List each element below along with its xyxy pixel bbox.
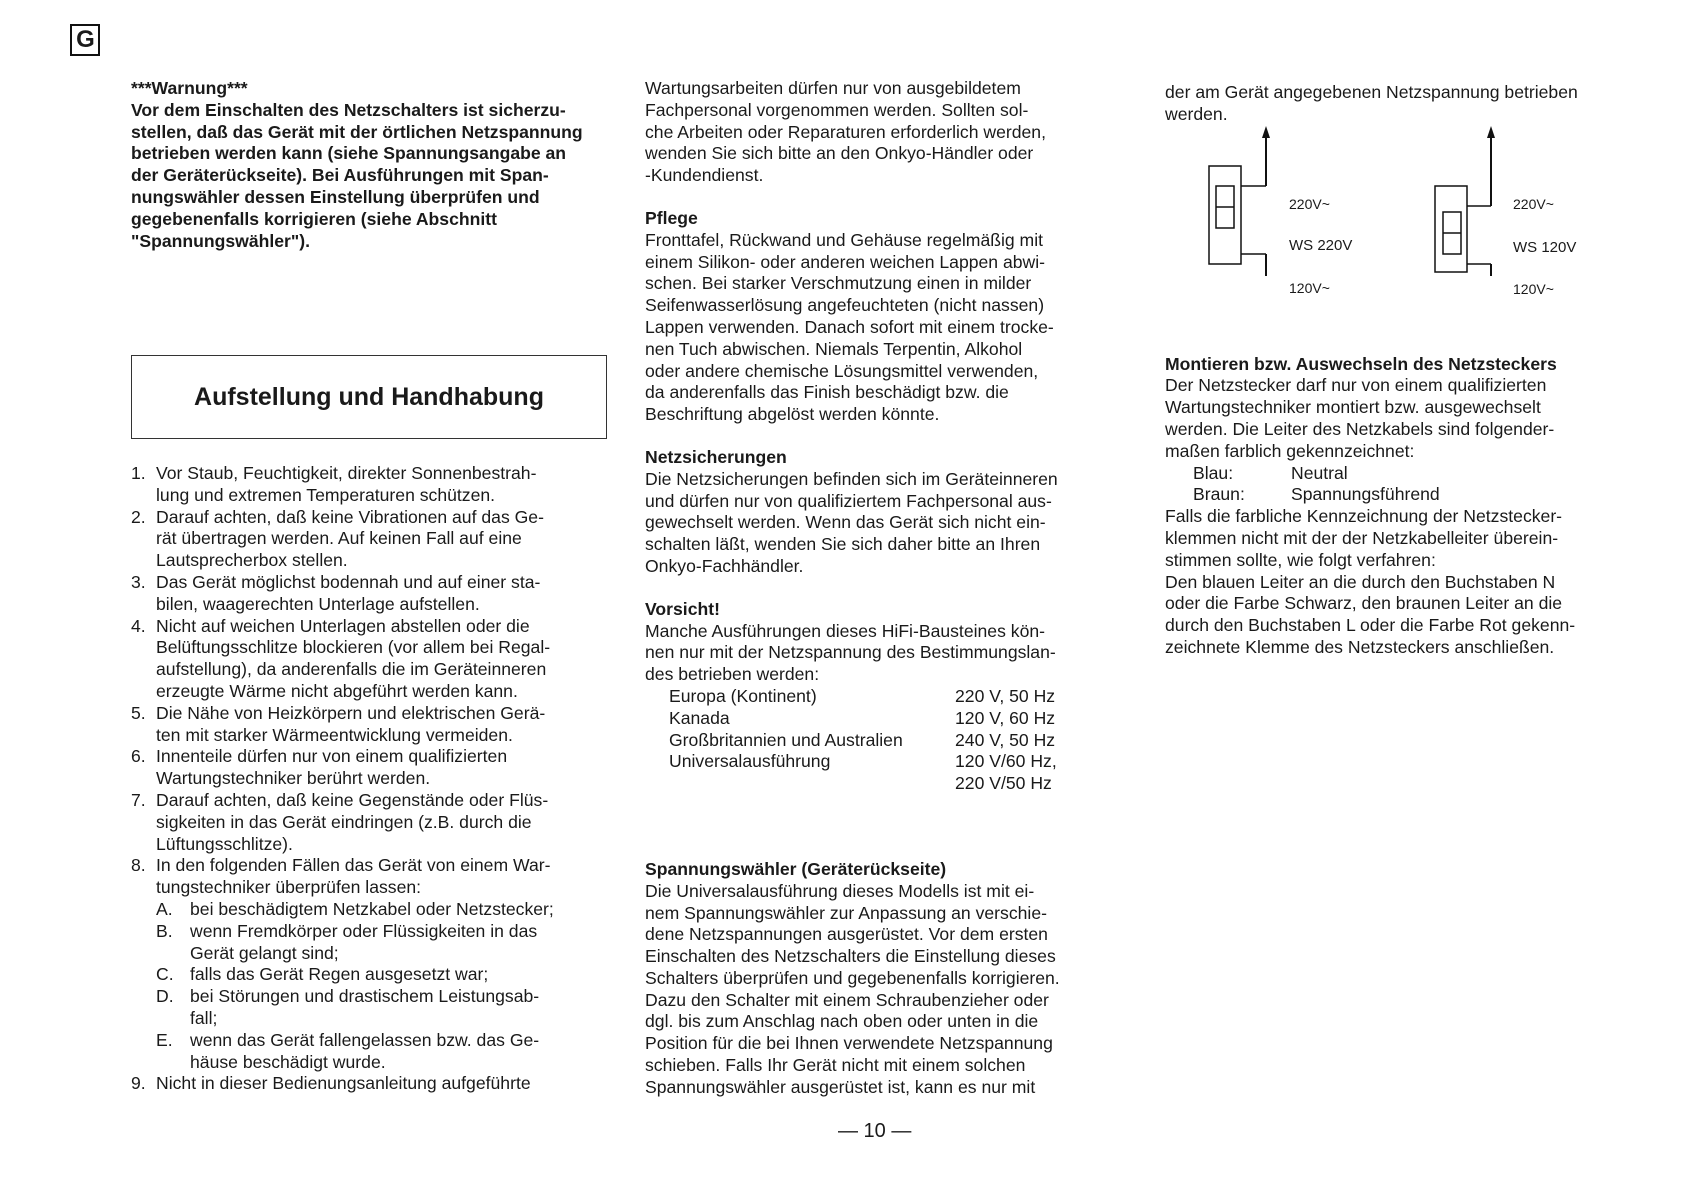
text-line: Einschalten des Netzschalters die Einstellung dieses xyxy=(645,946,1056,967)
cable-color-row xyxy=(1165,463,1645,485)
text-line: -Kundendienst. xyxy=(645,165,764,186)
left-switch-bottom-label: 120V~ xyxy=(1289,279,1330,296)
warning-line: Vor dem Einschalten des Netzschalters ist sicherzu- xyxy=(131,99,566,120)
text-line: Wartungsarbeiten dürfen nur von ausgebildetem xyxy=(645,78,1021,98)
text-line: Vor Staub, Feuchtigkeit, direkter Sonnenbestrah- xyxy=(156,463,537,483)
voltage-row xyxy=(669,708,1057,730)
text-line: Gerät gelangt sind; xyxy=(190,942,339,963)
text-line: erzeugte Wärme nicht abgeführt werden kann. xyxy=(156,680,518,701)
list-item-text xyxy=(156,746,611,790)
text-line: Beschriftung abgelöst werden könnte. xyxy=(645,404,940,425)
text-line: nem Spannungswähler zur Anpassung an verschie- xyxy=(645,902,1047,923)
warning-line: betrieben werden kann (siehe Spannungsangabe an xyxy=(131,143,567,164)
text-line: nen nur mit der Netzspannung des Bestimmungslan- xyxy=(645,642,1056,663)
warning-line: der Geräterückseite). Bei Ausführungen mit Span- xyxy=(131,165,549,186)
list-item xyxy=(131,790,611,855)
text-line: Wartungstechniker montiert bzw. ausgewechselt xyxy=(1165,397,1541,418)
voltage-row xyxy=(669,730,1057,752)
text-line: wenn Fremdkörper oder Flüssigkeiten in das xyxy=(190,920,538,941)
warning-line: stellen, daß das Gerät mit der örtlichen Netzspannung xyxy=(131,121,583,142)
text-line: ten mit starker Wärmeentwicklung vermeiden. xyxy=(156,724,513,745)
list-item xyxy=(131,855,611,1073)
text-line: aufstellung), da anderenfalls die im Geräteinneren xyxy=(156,659,547,680)
text-line: werden. xyxy=(1165,103,1228,124)
voltage-selector-heading: Spannungswähler (Geräterückseite) xyxy=(645,858,947,879)
text-line: Fronttafel, Rückwand und Gehäuse regelmäßig mit xyxy=(645,229,1044,250)
list-item-number: 2. xyxy=(131,506,146,527)
sub-list-item xyxy=(156,964,611,986)
sub-list-item xyxy=(156,899,611,921)
sub-list-item xyxy=(156,921,611,965)
list-item-number: 6. xyxy=(131,746,146,767)
list-item-text xyxy=(156,703,611,747)
sub-item-text xyxy=(190,986,539,1030)
text-line: bei beschädigtem Netzkabel oder Netzstecker; xyxy=(190,898,554,919)
list-item-number: 8. xyxy=(131,855,146,876)
sub-item-letter: D. xyxy=(156,986,174,1007)
text-line: Der Netzstecker darf nur von einem qualifizierten xyxy=(1165,375,1547,396)
cable-color-list xyxy=(1165,463,1645,507)
voltage-value: 220 V/50 Hz xyxy=(955,773,1052,794)
voltage-note xyxy=(1165,82,1645,126)
cable-color-row xyxy=(1165,484,1645,506)
text-line: schalten läßt, wenden Sie sich daher bitte an Ihren xyxy=(645,534,1041,555)
text-line: einem Silikon- oder anderen weichen Lappen abwi- xyxy=(645,251,1046,272)
cable-color: Braun: xyxy=(1193,484,1245,505)
voltage-country: Universalausführung xyxy=(669,751,831,772)
text-line: da anderenfalls das Finish beschädigt bzw. die xyxy=(645,382,1009,403)
voltage-row xyxy=(669,773,1057,795)
sub-list-item xyxy=(156,1030,611,1074)
text-line: Die Universalausführung dieses Modells ist mit ei- xyxy=(645,880,1035,901)
text-line: gewechselt werden. Wenn das Gerät sich nicht ein- xyxy=(645,512,1046,533)
text-line: des betrieben werden: xyxy=(645,664,820,685)
text-line: nen Tuch abwischen. Niemals Terpentin, Alkohol xyxy=(645,338,1023,359)
list-item-text xyxy=(156,855,611,1073)
list-item-number: 3. xyxy=(131,571,146,592)
list-item-text xyxy=(156,507,611,572)
text-line: durch den Buchstaben L oder die Farbe Rot gekenn- xyxy=(1165,615,1576,636)
sub-item-letter: E. xyxy=(156,1029,173,1050)
text-line: fall; xyxy=(190,1007,218,1028)
column-right xyxy=(1165,82,1645,659)
text-line: Lautsprecherbox stellen. xyxy=(156,550,348,571)
left-switch-mid-label: WS 220V xyxy=(1289,236,1353,254)
cable-function: Spannungsführend xyxy=(1291,484,1440,505)
text-line: Dazu den Schalter mit einem Schraubenzieher oder xyxy=(645,989,1049,1010)
sub-item-letter: C. xyxy=(156,964,174,985)
text-line: Das Gerät möglichst bodennah und auf einer sta- xyxy=(156,571,541,592)
list-item-number: 7. xyxy=(131,789,146,810)
text-line: falls das Gerät Regen ausgesetzt war; xyxy=(190,964,489,985)
plug-text xyxy=(1165,375,1645,462)
voltage-country xyxy=(669,773,955,795)
section-heading: Aufstellung und Handhabung xyxy=(194,382,544,411)
text-line: Onkyo-Fachhändler. xyxy=(645,555,804,576)
text-line: Manche Ausführungen dieses HiFi-Bausteines kön- xyxy=(645,620,1045,641)
text-line: Seifenwasserlösung angefeuchteten (nicht nassen) xyxy=(645,295,1045,316)
voltage-table xyxy=(669,686,1057,795)
caution-text xyxy=(645,621,1125,686)
left-switch-top-label: 220V~ xyxy=(1289,195,1330,212)
text-line: werden. Die Leiter des Netzkabels sind folgender- xyxy=(1165,418,1555,439)
list-item xyxy=(131,1073,611,1095)
right-switch-mid-label: WS 120V xyxy=(1513,238,1577,256)
handling-instructions-list xyxy=(131,463,611,1095)
voltage-row xyxy=(669,686,1057,708)
sub-list-item xyxy=(156,986,611,1030)
text-line: Falls die farbliche Kennzeichnung der Netzstecker- xyxy=(1165,506,1563,527)
list-item-text xyxy=(156,616,611,703)
text-line: wenden Sie sich bitte an den Onkyo-Händler oder xyxy=(645,143,1034,164)
text-line: Position für die bei Ihnen verwendete Netzspannung xyxy=(645,1033,1053,1054)
text-line: Wartungstechniker berührt werden. xyxy=(156,768,431,789)
list-item xyxy=(131,507,611,572)
list-item xyxy=(131,746,611,790)
fuse-text xyxy=(645,469,1125,578)
text-line: lung und extremen Temperaturen schützen. xyxy=(156,484,496,505)
text-line: tungstechniker überprüfen lassen: xyxy=(156,877,422,898)
right-switch-top-label: 220V~ xyxy=(1513,195,1554,212)
cable-color: Blau: xyxy=(1193,462,1234,483)
sub-item-text xyxy=(190,899,554,921)
voltage-value: 220 V, 50 Hz xyxy=(955,685,1056,706)
care-text xyxy=(645,230,1125,426)
text-line: zeichnete Klemme des Netzsteckers anschließen. xyxy=(1165,636,1555,657)
text-line: und dürfen nur von qualifiziertem Fachpersonal aus- xyxy=(645,490,1052,511)
warning-line: gegebenenfalls korrigieren (siehe Abschnitt xyxy=(131,208,497,229)
text-line: dgl. bis zum Anschlag nach oben oder unten in die xyxy=(645,1011,1039,1032)
list-item xyxy=(131,703,611,747)
voltage-country: Großbritannien und Australien xyxy=(669,729,903,750)
list-item-number: 1. xyxy=(131,463,146,483)
list-item-number: 5. xyxy=(131,702,146,723)
page-section-badge: G xyxy=(70,24,100,56)
list-item-number: 9. xyxy=(131,1073,146,1094)
text-line: Spannungswähler ausgerüstet ist, kann es nur mit xyxy=(645,1076,1036,1097)
sub-list xyxy=(156,899,611,1073)
list-item-text xyxy=(156,463,611,507)
voltage-country: Kanada xyxy=(669,707,730,728)
text-line: bilen, waagerechten Unterlage aufstellen. xyxy=(156,593,480,614)
right-switch-bottom-label: 120V~ xyxy=(1513,280,1554,297)
text-line: dene Netzspannungen ausgerüstet. Vor dem ersten xyxy=(645,924,1048,945)
plug-wiring-text xyxy=(1165,506,1645,659)
text-line: Nicht in dieser Bedienungsanleitung aufgeführte xyxy=(156,1073,531,1094)
list-item xyxy=(131,572,611,616)
warning-title: ***Warnung*** xyxy=(131,78,248,98)
list-item-number: 4. xyxy=(131,615,146,636)
text-line: Fachpersonal vorgenommen werden. Sollten sol- xyxy=(645,99,1029,120)
warning-line: "Spannungswähler"). xyxy=(131,230,310,251)
text-line: maßen farblich gekennzeichnet: xyxy=(1165,440,1415,461)
text-line: In den folgenden Fällen das Gerät von einem War- xyxy=(156,855,551,876)
voltage-value: 120 V, 60 Hz xyxy=(955,707,1056,728)
maintenance-intro xyxy=(645,78,1125,187)
text-line: Belüftungsschlitze blockieren (vor allem bei Regal- xyxy=(156,637,551,658)
column-left xyxy=(131,78,621,252)
sub-item-text xyxy=(190,1030,539,1074)
text-line: sigkeiten in das Gerät eindringen (z.B. durch die xyxy=(156,811,532,832)
plug-heading: Montieren bzw. Auswechseln des Netzsteckers xyxy=(1165,353,1557,374)
text-line: schieben. Falls Ihr Gerät nicht mit einem solchen xyxy=(645,1055,1026,1076)
voltage-country: Europa (Kontinent) xyxy=(669,685,817,706)
sub-item-text xyxy=(190,921,537,965)
text-line: bei Störungen und drastischem Leistungsab- xyxy=(190,986,540,1007)
text-line: Darauf achten, daß keine Vibrationen auf das Ge- xyxy=(156,506,544,527)
voltage-value: 120 V/60 Hz, xyxy=(955,751,1057,772)
text-line: Schalters überprüfen und gegebenenfalls korrigieren. xyxy=(645,967,1060,988)
text-line: Darauf achten, daß keine Gegenstände oder Flüs- xyxy=(156,789,549,810)
voltage-selector-text xyxy=(645,881,1125,1099)
warning-line: nungswähler dessen Einstellung überprüfen und xyxy=(131,186,540,207)
list-item-text xyxy=(156,1073,611,1095)
cable-function: Neutral xyxy=(1291,462,1348,483)
sub-item-letter: A. xyxy=(156,898,173,919)
text-line: Die Nähe von Heizkörpern und elektrischen Gerä- xyxy=(156,702,546,723)
text-line: der am Gerät angegebenen Netzspannung betrieben xyxy=(1165,82,1578,102)
care-heading: Pflege xyxy=(645,207,698,228)
text-line: Innenteile dürfen nur von einem qualifizierten xyxy=(156,746,508,767)
text-line: oder die Farbe Schwarz, den braunen Leiter an die xyxy=(1165,593,1563,614)
text-line: rät übertragen werden. Auf keinen Fall auf eine xyxy=(156,528,522,549)
text-line: wenn das Gerät fallengelassen bzw. das Ge- xyxy=(190,1029,540,1050)
sub-item-text xyxy=(190,964,488,986)
sub-item-letter: B. xyxy=(156,920,173,941)
text-line: Lüftungsschlitze). xyxy=(156,833,293,854)
column-middle xyxy=(645,78,1125,1099)
voltage-value: 240 V, 50 Hz xyxy=(955,729,1056,750)
text-line: Nicht auf weichen Unterlagen abstellen oder die xyxy=(156,615,530,636)
text-line: klemmen nicht mit der der Netzkabelleiter überein- xyxy=(1165,527,1559,548)
text-line: häuse beschädigt wurde. xyxy=(190,1051,386,1072)
list-item xyxy=(131,463,611,507)
text-line: schen. Bei starker Verschmutzung einen in milder xyxy=(645,273,1032,294)
text-line: Lappen verwenden. Danach sofort mit einem trocke- xyxy=(645,316,1054,337)
text-line: Die Netzsicherungen befinden sich im Geräteinneren xyxy=(645,468,1058,489)
text-line: Den blauen Leiter an die durch den Buchstaben N xyxy=(1165,571,1556,592)
list-item xyxy=(131,616,611,703)
text-line: stimmen sollte, wie folgt verfahren: xyxy=(1165,549,1436,570)
list-item-text xyxy=(156,790,611,855)
section-heading-box xyxy=(131,355,607,439)
text-line: oder andere chemische Lösungsmittel verwenden, xyxy=(645,360,1039,381)
voltage-selector-diagram xyxy=(1165,126,1645,297)
fuse-heading: Netzsicherungen xyxy=(645,446,787,467)
warning-block xyxy=(131,78,621,252)
page-number: — 10 — xyxy=(838,1120,912,1142)
caution-heading: Vorsicht! xyxy=(645,598,720,619)
voltage-row xyxy=(669,751,1057,773)
text-line: che Arbeiten oder Reparaturen erforderlich werden, xyxy=(645,121,1046,142)
list-item-text xyxy=(156,572,611,616)
